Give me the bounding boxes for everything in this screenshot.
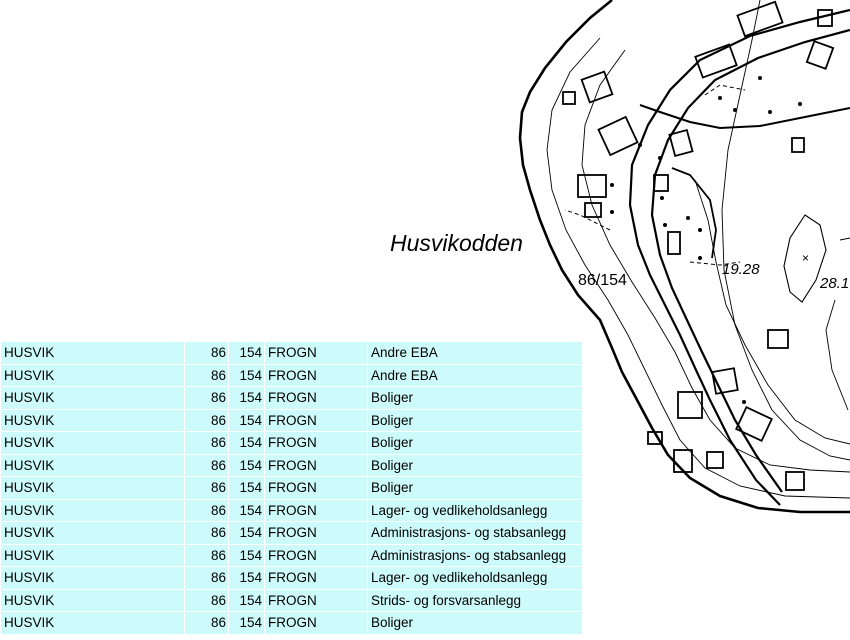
building: [563, 92, 575, 104]
elevation-label: 28.1: [820, 275, 850, 292]
survey-point-icon: ×: [802, 251, 810, 265]
road: [672, 168, 716, 258]
place-cell: HUSVIK: [1, 612, 185, 635]
municipality-cell: FROGN: [265, 432, 368, 455]
building: [807, 41, 833, 69]
municipality-cell: FROGN: [265, 589, 368, 612]
gnr-cell: 86: [185, 477, 229, 500]
bnr-cell: 154: [229, 522, 265, 545]
bnr-cell: 154: [229, 544, 265, 567]
gnr-cell: 86: [185, 342, 229, 365]
table-row: [1, 409, 583, 432]
place-cell: HUSVIK: [1, 454, 185, 477]
building: [786, 472, 804, 490]
gnr-cell: 86: [185, 454, 229, 477]
gnr-cell: 86: [185, 589, 229, 612]
table-row: [1, 589, 583, 612]
bnr-cell: 154: [229, 364, 265, 387]
table-row: [1, 432, 583, 455]
building: [707, 452, 723, 468]
gnr-cell: 86: [185, 499, 229, 522]
place-cell: HUSVIK: [1, 522, 185, 545]
category-cell: Andre EBA: [368, 342, 583, 365]
table-row: [1, 544, 583, 567]
place-cell: HUSVIK: [1, 432, 185, 455]
place-name-label: Husvikodden: [390, 230, 523, 256]
table-row: [1, 342, 583, 365]
bnr-cell: 154: [229, 454, 265, 477]
building: [737, 2, 782, 36]
table-row: [1, 499, 583, 522]
building: [578, 175, 606, 197]
municipality-cell: FROGN: [265, 544, 368, 567]
place-cell: HUSVIK: [1, 387, 185, 410]
building: [668, 232, 680, 254]
building: [598, 117, 637, 155]
bnr-cell: 154: [229, 589, 265, 612]
category-cell: Lager- og vedlikeholdsanlegg: [368, 567, 583, 590]
contour-line: [695, 180, 850, 444]
bnr-cell: 154: [229, 387, 265, 410]
bnr-cell: 154: [229, 477, 265, 500]
municipality-cell: FROGN: [265, 499, 368, 522]
municipality-cell: FROGN: [265, 364, 368, 387]
category-cell: Lager- og vedlikeholdsanlegg: [368, 499, 583, 522]
category-cell: Administrasjons- og stabsanlegg: [368, 544, 583, 567]
table-row: [1, 477, 583, 500]
gnr-cell: 86: [185, 612, 229, 635]
municipality-cell: FROGN: [265, 342, 368, 365]
gnr-cell: 86: [185, 522, 229, 545]
municipality-cell: FROGN: [265, 387, 368, 410]
table-row: [1, 454, 583, 477]
bnr-cell: 154: [229, 499, 265, 522]
municipality-cell: FROGN: [265, 409, 368, 432]
building: [736, 407, 772, 441]
bnr-cell: 154: [229, 567, 265, 590]
building: [669, 130, 692, 156]
contour-line: [547, 38, 850, 498]
building: [768, 330, 788, 348]
place-cell: HUSVIK: [1, 544, 185, 567]
place-cell: HUSVIK: [1, 589, 185, 612]
place-cell: HUSVIK: [1, 364, 185, 387]
gnr-cell: 86: [185, 387, 229, 410]
municipality-cell: FROGN: [265, 612, 368, 635]
place-cell: HUSVIK: [1, 567, 185, 590]
place-cell: HUSVIK: [1, 499, 185, 522]
municipality-cell: FROGN: [265, 454, 368, 477]
table-row: [1, 612, 583, 635]
gnr-cell: 86: [185, 409, 229, 432]
municipality-cell: FROGN: [265, 522, 368, 545]
category-cell: Andre EBA: [368, 364, 583, 387]
island-contour: [826, 238, 850, 410]
category-cell: Boliger: [368, 432, 583, 455]
table-row: [1, 387, 583, 410]
place-cell: HUSVIK: [1, 342, 185, 365]
municipality-cell: FROGN: [265, 567, 368, 590]
gnr-cell: 86: [185, 544, 229, 567]
place-cell: HUSVIK: [1, 409, 185, 432]
building: [582, 72, 613, 103]
building: [678, 392, 702, 418]
bnr-cell: 154: [229, 409, 265, 432]
category-cell: Boliger: [368, 409, 583, 432]
category-cell: Boliger: [368, 612, 583, 635]
road: [640, 105, 850, 128]
gnr-cell: 86: [185, 432, 229, 455]
property-table-body: [1, 342, 583, 635]
category-cell: Boliger: [368, 477, 583, 500]
municipality-cell: FROGN: [265, 477, 368, 500]
building: [585, 203, 601, 217]
bnr-cell: 154: [229, 432, 265, 455]
contour-line: [722, 0, 850, 460]
parcel-number-label: 86/154: [578, 272, 627, 289]
gnr-cell: 86: [185, 364, 229, 387]
property-table: [0, 341, 583, 635]
table-row: [1, 522, 583, 545]
category-cell: Boliger: [368, 454, 583, 477]
elevation-label: 19.28: [722, 261, 760, 278]
category-cell: Administrasjons- og stabsanlegg: [368, 522, 583, 545]
building: [792, 138, 804, 152]
gnr-cell: 86: [185, 567, 229, 590]
bnr-cell: 154: [229, 342, 265, 365]
category-cell: Boliger: [368, 387, 583, 410]
table-row: [1, 567, 583, 590]
place-cell: HUSVIK: [1, 477, 185, 500]
category-cell: Strids- og forsvarsanlegg: [368, 589, 583, 612]
building: [674, 450, 692, 472]
table-row: [1, 364, 583, 387]
building: [654, 175, 668, 191]
bnr-cell: 154: [229, 612, 265, 635]
